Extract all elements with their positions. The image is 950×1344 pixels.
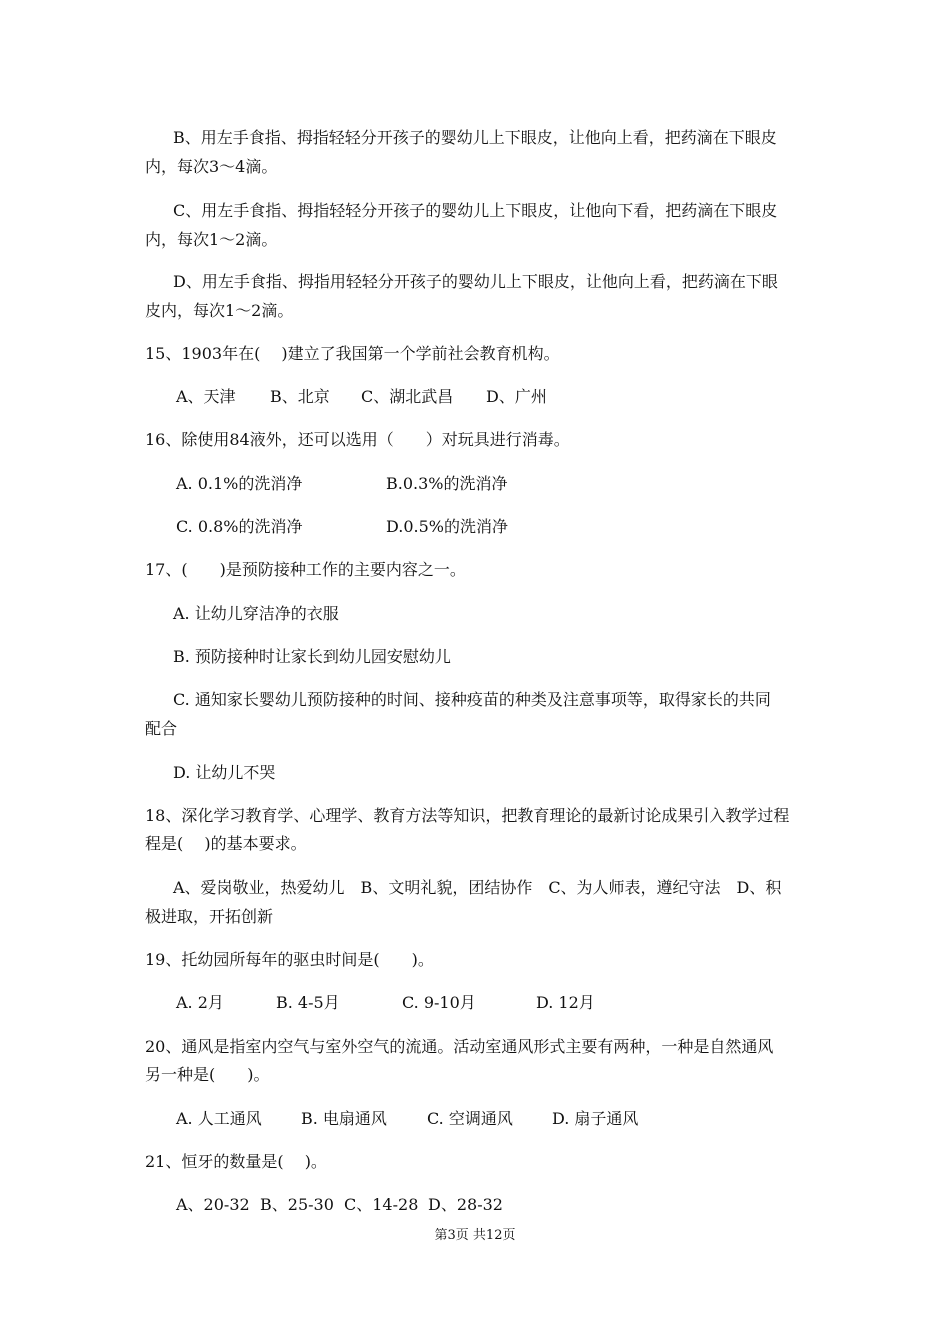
q19-option-c: C. 9-10月 xyxy=(402,993,476,1012)
q18-stem-line2: 程是( )的基本要求。 xyxy=(145,834,307,853)
q20-stem-line2: 另一种是( )。 xyxy=(145,1065,270,1084)
q18-stem-line1: 18、深化学习教育学、心理学、教育方法等知识，把教育理论的最新讨论成果引入教学过程 xyxy=(145,806,790,825)
q19-stem: 19、托幼园所每年的驱虫时间是( )。 xyxy=(145,950,434,969)
q14-option-b-line2: 内，每次3～4滴。 xyxy=(145,157,278,176)
q16-stem: 16、除使用84液外，还可以选用（ ）对玩具进行消毒。 xyxy=(145,430,570,449)
q21-option-d: D、28-32 xyxy=(428,1195,503,1214)
q16-option-a: A. 0.1%的洗消净 xyxy=(176,474,303,493)
q17-option-c-line1: C. 通知家长婴幼儿预防接种的时间、接种疫苗的种类及注意事项等，取得家长的共同 xyxy=(173,690,771,709)
q17-option-d: D. 让幼儿不哭 xyxy=(173,763,276,782)
q17-stem: 17、( )是预防接种工作的主要内容之一。 xyxy=(145,560,466,579)
q21-option-a: A、20-32 xyxy=(176,1195,250,1214)
q15-option-c: C、湖北武昌 xyxy=(361,387,454,406)
q15-option-a: A、天津 xyxy=(176,387,236,406)
q17-option-a: A. 让幼儿穿洁净的衣服 xyxy=(173,604,339,623)
q19-option-d: D. 12月 xyxy=(536,993,595,1012)
q14-option-d-line1: D、用左手食指、拇指用轻轻分开孩子的婴幼儿上下眼皮，让他向上看，把药滴在下眼 xyxy=(173,272,778,291)
q20-option-a: A. 人工通风 xyxy=(176,1109,262,1128)
q20-stem-line1: 20、通风是指室内空气与室外空气的流通。活动室通风形式主要有两种，一种是自然通风 xyxy=(145,1037,774,1056)
q16-option-d: D.0.5%的洗消净 xyxy=(386,517,508,536)
q17-option-c-line2: 配合 xyxy=(145,719,178,738)
q21-option-b: B、25-30 xyxy=(260,1195,334,1214)
q16-option-c: C. 0.8%的洗消净 xyxy=(176,517,303,536)
page-number-footer: 第3页 共12页 xyxy=(434,1228,516,1243)
q18-options-line2: 极进取，开拓创新 xyxy=(145,907,274,926)
q21-stem: 21、恒牙的数量是( )。 xyxy=(145,1152,327,1171)
q19-option-b: B. 4-5月 xyxy=(276,993,340,1012)
q21-option-c: C、14-28 xyxy=(344,1195,419,1214)
q20-option-c: C. 空调通风 xyxy=(427,1109,513,1128)
q18-options-line1: A、爱岗敬业，热爱幼儿 B、文明礼貌，团结协作 C、为人师表，遵纪守法 D、积 xyxy=(173,878,782,897)
q20-option-b: B. 电扇通风 xyxy=(301,1109,387,1128)
q20-option-d: D. 扇子通风 xyxy=(552,1109,639,1128)
q15-stem: 15、1903年在( )建立了我国第一个学前社会教育机构。 xyxy=(145,344,560,363)
q15-option-d: D、广州 xyxy=(486,387,547,406)
q14-option-c-line2: 内，每次1～2滴。 xyxy=(145,230,278,249)
q14-option-b-line1: B、用左手食指、拇指轻轻分开孩子的婴幼儿上下眼皮，让他向上看，把药滴在下眼皮 xyxy=(173,128,777,147)
q16-option-b: B.0.3%的洗消净 xyxy=(386,474,508,493)
q14-option-c-line1: C、用左手食指、拇指轻轻分开孩子的婴幼儿上下眼皮，让他向下看，把药滴在下眼皮 xyxy=(173,201,778,220)
q17-option-b: B. 预防接种时让家长到幼儿园安慰幼儿 xyxy=(173,647,451,666)
q14-option-d-line2: 皮内，每次1～2滴。 xyxy=(145,301,294,320)
q15-option-b: B、北京 xyxy=(270,387,330,406)
q19-option-a: A. 2月 xyxy=(176,993,224,1012)
